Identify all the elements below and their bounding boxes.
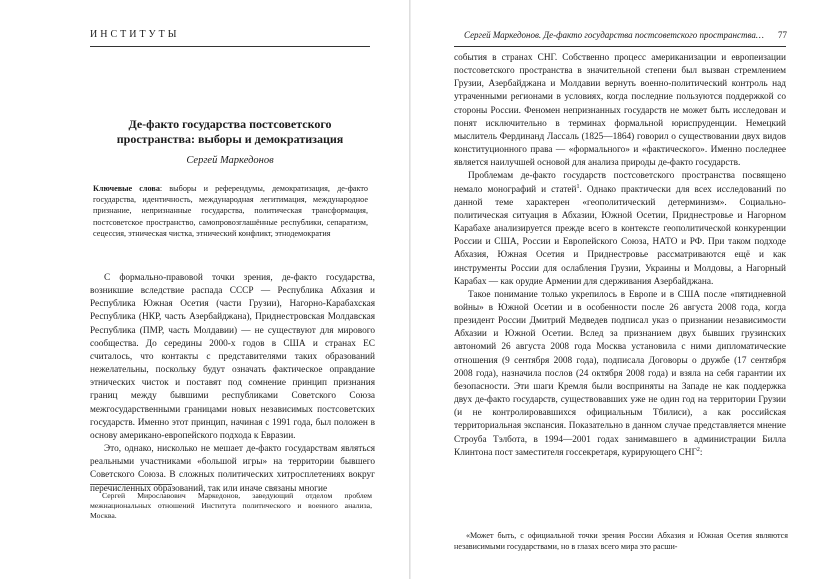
footnote-ref[interactable]: 2 [696, 446, 700, 453]
footnote-rule [90, 484, 172, 485]
left-body-text [90, 272, 375, 496]
page-number: 77 [778, 30, 787, 40]
author-footnote: Сергей Мирославович Маркедонов, заведующий отделом проблем межнациональных отношений Института политического и военного анализа, Москва. [90, 491, 372, 520]
running-head-right: Сергей Маркедонов. Де-факто государства постсоветского пространства… [464, 30, 764, 40]
right-body-text [454, 52, 786, 460]
paragraph-text: . Однако практически для всех исследований по данной теме характерен «геополитический детерминизм». Социально-политическая ситуация в Абхазии, Южной Осетии, Приднестровье и Нагорном Карабахе анализируется прежде всего в контексте геополитической конкуренции России и США, России и Европейского Союза, НАТО и РФ. При таком подходе Абхазия, Южная Осетия и Приднестровье рассматриваются ещё и как инструменты России для ослабления Грузии, Украины и Молдовы, а Нагорный Карабах — как орудие Армении для сдерживания Азербайджана. [454, 184, 786, 287]
paragraph: Это, однако, нисколько не мешает де-факто государствам являться реальными участниками «большой игры» на территории бывшего Советского Союза. В сложных политических хитросплетениях вокруг перечисленных образований, так или иначе связаны многие [90, 444, 375, 494]
paragraph: события в странах СНГ. Собственно процесс американизации и европеизации постсоветского пространства в значительной степени был вызван стремлением Грузии, Азербайджана и Молдавии вернуть военно-политический контроль над утраченными регионами в условиях, когда последние пользуются поддержкой со стороны России. Феномен непризнанных государств не может быть исследован и понят исключительно в терминах формальной юриспруденции. Немецкий мыслитель Фердинанд Лассаль (1825—1864) говорил о существовании двух видов конституционного права — «формального» и «фактического». Именно последнее является наилучшей основой для анализа природы де-факто государств. [454, 53, 786, 169]
keywords-text: : выборы и референдумы, демократизация, де-факто государства, идентичность, международная легитимация, международное признание, непризнанные государства, политическая трансформация, постсоветское пространство, самопровозглашённые республики, сепаратизм, сецессия, этническая чистка, этнический конфликт, этнодемократия [93, 184, 368, 238]
article-author: Сергей Маркедонов [186, 155, 274, 166]
footnote-ref[interactable]: 1 [576, 183, 580, 190]
paragraph-text: Проблемам де-факто государств постсоветского пространства посвящено немало монографий и статей [454, 171, 786, 195]
paragraph-text: : [699, 447, 703, 458]
paragraph-text: Такое понимание только укрепилось в Европе и в США после «пятидневной войны» в Южной Осетии и в особенности после 26 августа 2008 года, когда президент России Дмитрий Медведев подписал указ о признании независимости Абхазии и Южной Осетии. Вслед за признанием двух бывших грузинских автономий 26 августа 2008 года Москва установила с ними дипломатические отношения (9 сентября 2008 года), подписала Договоры о дружбе (17 сентября 2008 года), назначила послов (24 октября 2008 года) и взяла на себя гарантии их безопасности. Эти шаги Кремля были восприняты на Западе не как поддержка двух де-факто государств, существовавших уже не один год на территории Грузии (и не контролировавшихся официальным Тбилиси), а как российская территориальная экспансия. Показательно в данном случае представляется мнение Строуба Тэлбота, в 1994—2001 годах занимавшего в администрации Билла Клинтона пост заместителя госсекретаря, курирующего СНГ [454, 289, 786, 458]
paragraph: С формально-правовой точки зрения, де-факто государства, возникшие вследствие распада СССР — Республика Абхазия и Республика Южная Осетия (части Грузии), Нагорно-Карабахская Республика (НКР, часть Азербайджана), Приднестровская Молдавская Республика (ПМР, часть Молдавии) — не существуют для мирового сообщества. До середины 2000-х годов в США и странах ЕС считалось, что контакты с представителями таких образований нежелательны, поскольку будут означать фактическое оправдание этнических чисток и поставят под сомнение принцип признания границ между бывшими республиками Советского Союза межгосударственными границами новых независимых постсоветских государств. Именно этот принцип, начиная с 1991 года, был положен в основу американо-европейского подхода к Евразии. [90, 273, 375, 441]
running-head-left: ИНСТИТУТЫ [90, 29, 180, 40]
article-title: Де-факто государства постсоветского пространства: выборы и демократизация [116, 117, 344, 146]
header-rule-left [90, 46, 370, 47]
keywords-label: Ключевые слова [93, 184, 160, 193]
paragraph [454, 289, 786, 460]
paragraph [454, 170, 786, 288]
keywords-block [93, 183, 368, 239]
quote-block: «Может быть, с официальной точки зрения России Абхазия и Южная Осетия являются независимыми государствами, но в глазах всего мира это расши- [454, 531, 788, 552]
header-rule-right [454, 46, 786, 47]
right-page [410, 0, 820, 579]
